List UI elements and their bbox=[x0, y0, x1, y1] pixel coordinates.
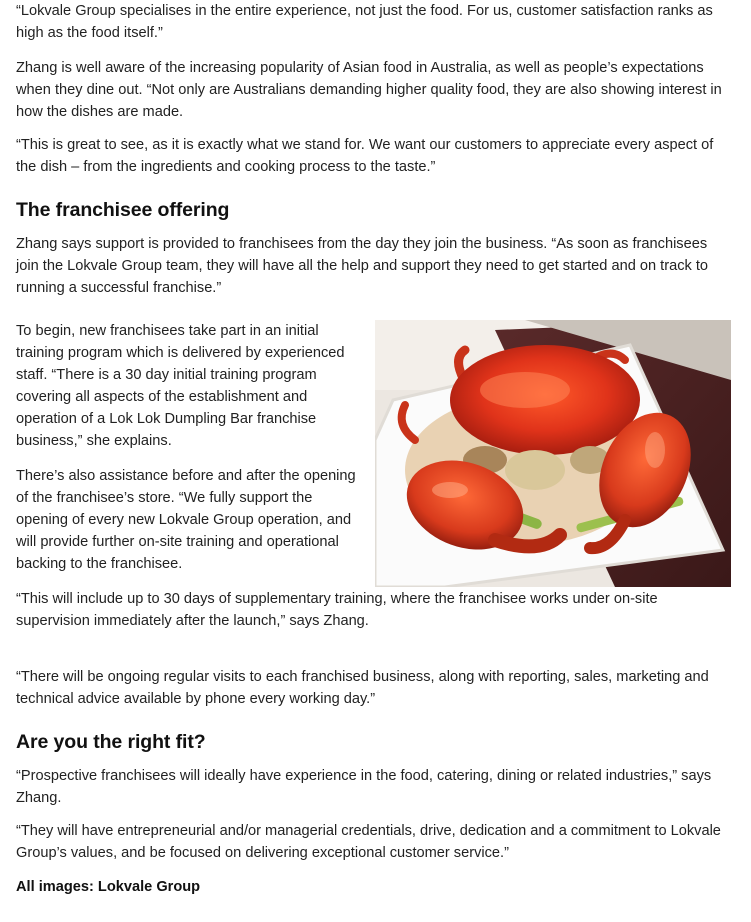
paragraph-1: “Lokvale Group specialises in the entire experience, not just the food. For us, customer satisfaction ranks as high as the food itself.” bbox=[16, 3, 713, 41]
article-block-9 bbox=[16, 765, 731, 809]
image-credit: All images: Lokvale Group bbox=[16, 879, 201, 895]
article-block-8 bbox=[16, 666, 731, 710]
heading-franchisee-offering-wrap bbox=[16, 197, 731, 223]
heading-right-fit-wrap bbox=[16, 729, 731, 755]
chilli-crab-dish-photo bbox=[375, 320, 731, 587]
paragraph-5: To begin, new franchisees take part in an initial training program which is delivered by experienced staff. “There is a 30 day initial training program covering all aspects of the establishment and operation of a Lok Lok Dumpling Bar franchise business,” she explains. bbox=[16, 323, 345, 449]
paragraph-4: Zhang says support is provided to franchisees from the day they join the business. “As soon as franchisees join the Lokvale Group team, they will have all the help and support they need to get started and on track to running a successful franchise.” bbox=[16, 236, 709, 296]
paragraph-10: “They will have entrepreneurial and/or managerial credentials, drive, dedication and a commitment to Lokvale Group’s values, and be focused on delivering exceptional customer service.” bbox=[16, 823, 721, 861]
article-block-10 bbox=[16, 820, 731, 864]
paragraph-8: “There will be ongoing regular visits to each franchised business, along with reporting, sales, marketing and technical advice available by phone every working day.” bbox=[16, 669, 709, 707]
crab-photo-icon bbox=[375, 320, 731, 587]
article-block-7 bbox=[16, 588, 731, 632]
article-block-2 bbox=[16, 57, 731, 123]
image-credit-wrap bbox=[16, 876, 731, 898]
paragraph-6: There’s also assistance before and after the opening of the franchisee’s store. “We fully support the opening of every new Lokvale Group operation, and will provide further on-site training and operational backing to the franchisee. bbox=[16, 468, 356, 572]
heading-right-fit: Are you the right fit? bbox=[16, 731, 206, 753]
paragraph-3: “This is great to see, as it is exactly what we stand for. We want our customers to appreciate every aspect of the dish – from the ingredients and cooking process to the taste.” bbox=[16, 137, 714, 175]
article-block-4 bbox=[16, 233, 731, 299]
article-intro bbox=[16, 0, 731, 44]
paragraph-9: “Prospective franchisees will ideally have experience in the food, catering, dining or related industries,” says Zhang. bbox=[16, 768, 712, 806]
paragraph-7: “This will include up to 30 days of supplementary training, where the franchisee works under on-site supervision immediately after the launch,” says Zhang. bbox=[16, 591, 658, 629]
article-block-5 bbox=[16, 320, 356, 452]
heading-franchisee-offering: The franchisee offering bbox=[16, 199, 230, 221]
article-block-3 bbox=[16, 134, 731, 178]
article-block-6 bbox=[16, 465, 361, 575]
paragraph-2: Zhang is well aware of the increasing popularity of Asian food in Australia, as well as people’s expectations when they dine out. “Not only are Australians demanding higher quality food, they are also showing interest in how the dishes are made. bbox=[16, 60, 722, 120]
